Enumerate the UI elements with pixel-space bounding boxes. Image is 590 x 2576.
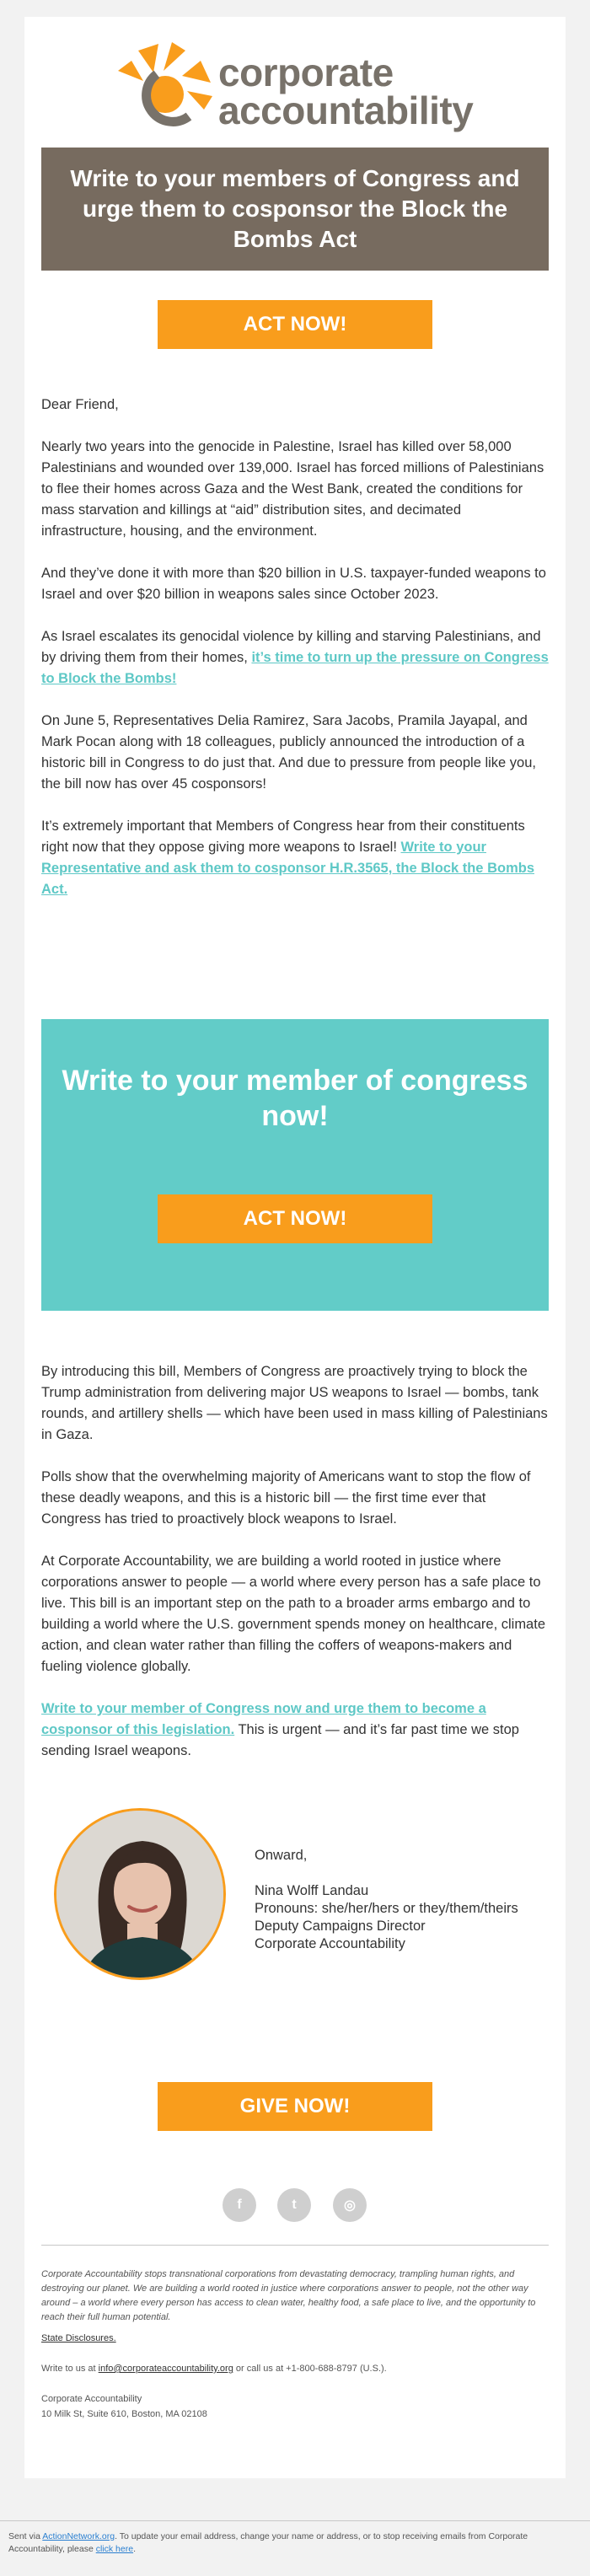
closing: Onward, [255,1848,308,1863]
state-disclosures-link[interactable]: State Disclosures. [41,2333,116,2343]
hero-banner [41,148,549,271]
paragraph-6: By introducing this bill, Members of Congress are proactively trying to block the Trump administration from delivering major US weapons to Israel — bombs, tank rounds, and artillery shells — which have been used in mass killing of Palestinians in Gaza. [41,1364,548,1442]
paragraph-5: It’s extremely important that Members of Congress hear from their constituents right now that they oppose giving more weapons to Israel! Write to your Representative and ask them to cosponsor H.R.3565, the Block the Bombs Act. [41,818,534,897]
actionnetwork-link[interactable]: ActionNetwork.org [42,2531,115,2541]
footer-mission: Corporate Accountability stops transnational corporations from devastating democracy, trampling human rights, and destroying our planet. We are building a world rooted in justice where corporations answer to people, not the other way around – a world where every person has access to clean water, healthy food, a safe place to live, and the opportunity to reach their full human potential. [41,2269,536,2322]
footer-state-disclosures [41,2332,549,2346]
footer-divider [41,2245,549,2246]
person-portrait-icon [56,1811,226,1980]
cta-box [41,1019,549,1311]
act-now-button[interactable]: ACT NOW! [158,300,432,349]
paragraph-8: At Corporate Accountability, we are building a world rooted in justice where corporations answer to people — a world where every person has a safe place to live. This bill is an important step on the path to a broader arms embargo and to building a world where the U.S. government spends money on healthcare, climate action, and clean water rather than filling the coffers of weapons-makers and fueling violence globally. [41,1554,545,1674]
paragraph-3: As Israel escalates its genocidal violence by killing and starving Palestinians, and by driving them from their homes, it’s time to turn up the pressure on Congress to Block the Bombs! [41,629,549,686]
avatar [54,1808,226,1980]
logo-wordmark [218,51,474,132]
footer-address: 10 Milk St, Suite 610, Boston, MA 02108 [41,2409,207,2419]
facebook-icon[interactable]: f [223,2188,256,2222]
signer-name: Nina Wolff Landau [255,1883,369,1898]
logo-line-1: corporate [218,51,394,94]
signer-org: Corporate Accountability [255,1936,405,1951]
act-now-button-2[interactable]: ACT NOW! [158,1194,432,1243]
footer-org-name: Corporate Accountability [41,2394,142,2404]
instagram-icon[interactable]: ◎ [333,2188,367,2222]
footer-contact: Write to us at info@corporateaccountability.org or call us at +1-800-688-8797 (U.S.). [41,2364,387,2374]
letter-body-2 [41,1361,549,1783]
write-representative-link[interactable]: Write to your Representative and ask them to cosponsor H.R.3565, the Block the Bombs Act. [41,840,534,897]
write-member-link[interactable]: Write to your member of Congress now and urge them to become a cosponsor of this legislation. [41,1701,486,1737]
greeting: Dear Friend, [41,397,119,412]
cta-title: Write to your member of congress now! [62,1065,528,1132]
unsubscribe-notice: Sent via ActionNetwork.org. To update your email address, change your name or address, or to stop receiving emails from Corporate Accountability, please click here. [8,2531,528,2554]
paragraph-1: Nearly two years into the genocide in Palestine, Israel has killed over 58,000 Palestinians and wounded over 139,000. Israel has forced millions of Palestinians to flee their homes across Gaza and the West Bank, created the conditions for mass starvation and killings at “aid” distribution sites, and decimated infrastructure, housing, and the environment. [41,439,544,539]
hero-title: Write to your members of Congress and urge them to cosponsor the Block the Bombs Act [70,165,520,252]
turn-up-pressure-link[interactable]: it’s time to turn up the pressure on Congress to Block the Bombs! [41,650,549,686]
signoff [255,1847,518,1953]
corporate-accountability-logo[interactable] [113,42,509,152]
paragraph-2: And they’ve done it with more than $20 billion in U.S. taxpayer-funded weapons to Israel and over $20 billion in weapons sales since October 2023. [41,566,546,602]
signer-title: Deputy Campaigns Director [255,1919,426,1934]
paragraph-7: Polls show that the overwhelming majority of Americans want to stop the flow of these deadly weapons, and this is a historic bill — the first time ever that Congress has tried to proactively block weapons to Israel. [41,1469,531,1527]
unsubscribe-link[interactable]: click here [95,2544,134,2554]
paragraph-9: Write to your member of Congress now and urge them to become a cosponsor of this legislation. This is urgent — and it’s far past time we stop sending Israel weapons. [41,1701,519,1758]
email-container [24,17,566,2478]
email-link[interactable]: info@corporateaccountability.org [98,2364,233,2374]
sun-logo-icon [113,42,214,135]
letter-body [41,394,549,921]
twitter-icon[interactable]: t [277,2188,311,2222]
signer-pronouns: Pronouns: she/her/hers or they/them/theirs [255,1901,518,1916]
bottom-divider [0,2520,590,2521]
give-now-button[interactable]: GIVE NOW! [158,2082,432,2131]
paragraph-4: On June 5, Representatives Delia Ramirez, Sara Jacobs, Pramila Jayapal, and Mark Pocan along with 18 colleagues, publicly announced the introduction of a historic bill in Congress to do just that. And due to pressure from people like you, the bill now has over 45 cosponsors! [41,713,536,792]
logo-line-2: accountability [218,89,474,132]
